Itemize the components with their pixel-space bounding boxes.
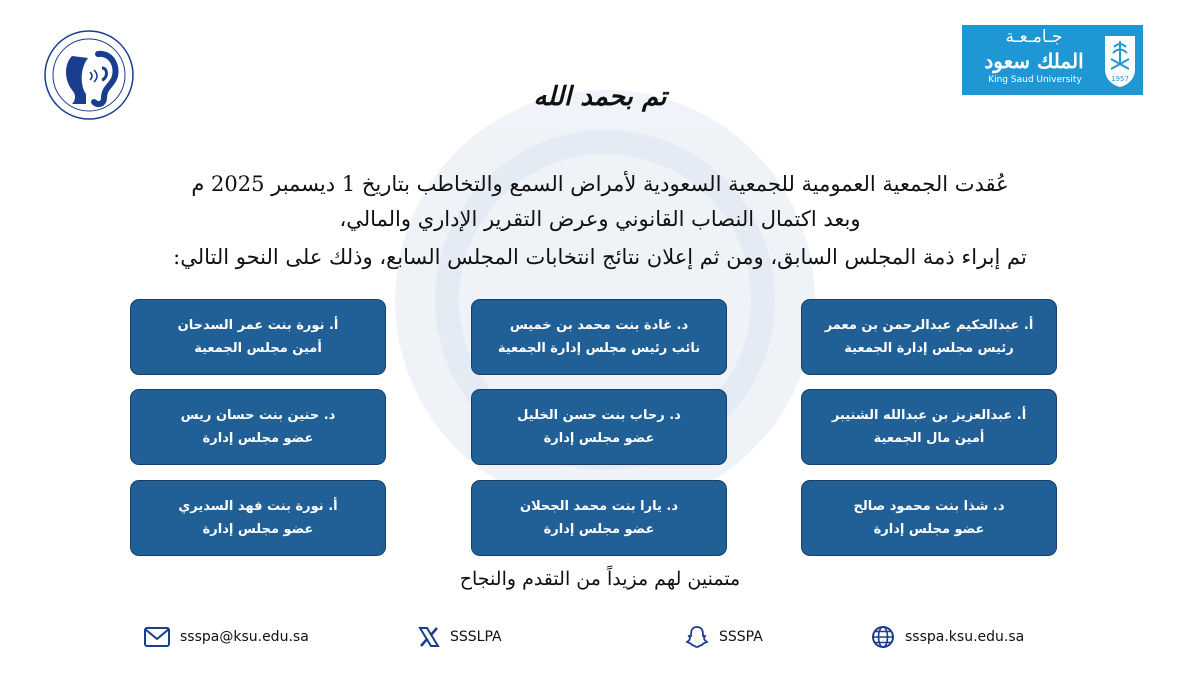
ksu-arabic-top: جـامـعـة xyxy=(1005,27,1063,47)
member-name: د. غادة بنت محمد بن خميس xyxy=(509,318,689,333)
ksu-emblem-icon xyxy=(1102,33,1138,89)
member-card-treasurer xyxy=(801,389,1057,465)
member-role: عضو مجلس إدارة xyxy=(202,431,314,446)
member-name: د. شذا بنت محمود صالح xyxy=(853,499,1005,514)
member-card-board-member xyxy=(471,389,727,465)
member-role: أمين مجلس الجمعية xyxy=(194,341,322,356)
globe-icon xyxy=(871,625,895,649)
closing-message: متمنين لهم مزيداً من التقدم والنجاح xyxy=(459,568,741,590)
member-name: د. يارا بنت محمد الجحلان xyxy=(519,499,679,514)
intro-line-2: وبعد اكتمال النصاب القانوني وعرض التقرير الإداري والمالي، xyxy=(339,207,861,231)
snapchat-handle-text: SSSPA xyxy=(719,629,763,645)
member-name: أ. نورة بنت فهد السديري xyxy=(178,499,338,514)
member-name: أ. نورة بنت عمر السدحان xyxy=(177,318,339,333)
calligraphy-heading: تم بحمد الله xyxy=(533,82,667,112)
member-card-board-member xyxy=(801,480,1057,556)
member-role: عضو مجلس إدارة xyxy=(543,522,655,537)
member-card-secretary xyxy=(130,299,386,375)
mail-icon xyxy=(144,627,170,647)
contact-x[interactable] xyxy=(418,624,502,650)
member-card-vice-president xyxy=(471,299,727,375)
member-role: نائب رئيس مجلس إدارة الجمعية xyxy=(497,341,701,356)
snapchat-icon xyxy=(685,625,709,649)
member-role: عضو مجلس إدارة xyxy=(202,522,314,537)
intro-line-3: تم إبراء ذمة المجلس السابق، ومن ثم إعلان نتائج انتخابات المجلس السابع، وذلك على النحو التالي: xyxy=(173,245,1027,269)
ksu-year: 1957 xyxy=(1111,75,1129,83)
website-text: ssspa.ksu.edu.sa xyxy=(905,629,1025,645)
ksu-arabic-bottom: الملك سعود xyxy=(984,49,1084,73)
member-role: رئيس مجلس إدارة الجمعية xyxy=(844,341,1014,356)
member-name: د. رحاب بنت حسن الخليل xyxy=(517,408,681,423)
member-role: عضو مجلس إدارة xyxy=(543,431,655,446)
member-role: عضو مجلس إدارة xyxy=(873,522,985,537)
x-handle-text: SSSLPA xyxy=(450,629,502,645)
member-card-board-member xyxy=(130,480,386,556)
member-name: أ. عبدالعزيز بن عبدالله الشنيبر xyxy=(831,408,1027,423)
ksu-logo xyxy=(962,25,1143,95)
member-role: أمين مال الجمعية xyxy=(873,431,985,446)
member-card-president xyxy=(801,299,1057,375)
intro-line-1: عُقدت الجمعية العمومية للجمعية السعودية لأمراض السمع والتخاطب بتاريخ 1 ديسمبر 2025 م xyxy=(191,172,1009,196)
ksu-english-name: King Saud University xyxy=(988,75,1082,85)
contact-email[interactable] xyxy=(144,624,309,650)
member-card-board-member xyxy=(471,480,727,556)
email-text: ssspa@ksu.edu.sa xyxy=(180,629,309,645)
member-card-board-member xyxy=(130,389,386,465)
contact-website[interactable] xyxy=(871,624,1024,650)
member-name: د. حنين بنت حسان ريس xyxy=(180,408,336,423)
member-name: أ. عبدالحكيم عبدالرحمن بن معمر xyxy=(824,318,1034,333)
x-logo-icon xyxy=(418,626,440,648)
society-logo xyxy=(42,28,137,123)
contact-snapchat[interactable] xyxy=(685,624,763,650)
